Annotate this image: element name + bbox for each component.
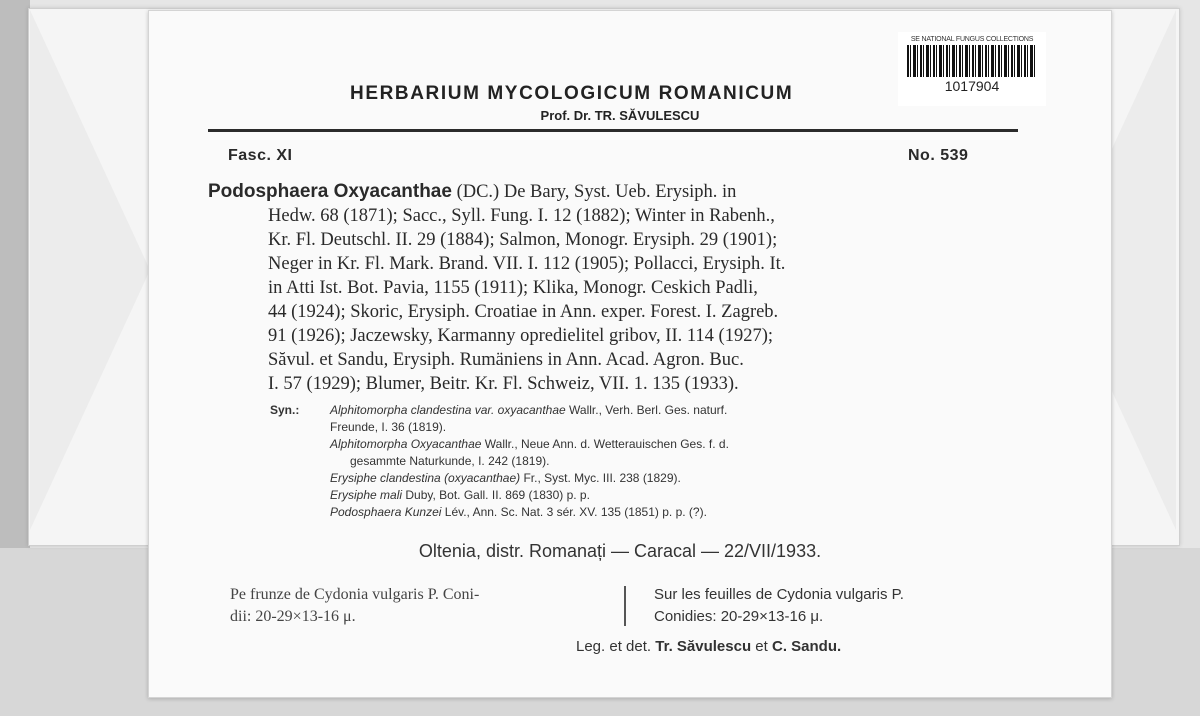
host-description-romanian	[230, 584, 610, 628]
synonym-cont: Freunde, I. 36 (1819).	[330, 420, 447, 434]
synonym-entry	[270, 436, 1040, 453]
host-ro-line: Pe frunze de Cydonia vulgaris P. Coni-	[230, 586, 480, 603]
citation-line: in Atti Ist. Bot. Pavia, 1155 (1911); Klika, Monogr. Ceskich Padli,	[268, 278, 758, 298]
citation-line: Săvul. et Sandu, Erysiph. Rumäniens in Ann. Acad. Agron. Buc.	[268, 350, 744, 370]
header-rule	[208, 129, 1018, 132]
citation-line: Hedw. 68 (1871); Sacc., Syll. Fung. I. 12 (1882); Winter in Rabenh.,	[268, 206, 775, 226]
host-fr-line: Conidies: 20-29×13-16 μ.	[654, 608, 824, 625]
host-description-french	[654, 584, 1054, 628]
barcode-caption: SE NATIONAL FUNGUS COLLECTIONS	[910, 36, 1034, 43]
citation-line: 91 (1926); Jaczewsky, Karmanny opredielitel gribov, II. 114 (1927);	[268, 326, 774, 346]
synonym-name: Erysiphe mali	[330, 488, 403, 502]
citation-line: Kr. Fl. Deutschl. II. 29 (1884); Salmon, Monogr. Erysiph. 29 (1901);	[268, 230, 778, 250]
synonym-entry	[270, 402, 1040, 419]
synonym-name: Alphitomorpha clandestina var. oxyacanthae	[330, 403, 566, 417]
envelope-flap-left	[30, 10, 150, 530]
fascicle-number: Fasc. XI	[228, 147, 293, 164]
collection-locality: Oltenia, distr. Romanați — Caracal — 22/VII/1933.	[418, 541, 822, 561]
legit-prefix: Leg. et det.	[576, 638, 652, 655]
legit-conj: et	[755, 638, 768, 655]
synonym-ref: Wallr., Verh. Berl. Ges. naturf.	[569, 403, 728, 417]
collector-name: C. Sandu.	[771, 638, 842, 655]
host-fr-line: Sur les feuilles de Cydonia vulgaris P.	[654, 586, 904, 603]
host-ro-line: dii: 20-29×13-16 μ.	[230, 608, 356, 625]
synonyms-block	[270, 402, 1040, 521]
synonym-name: Alphitomorpha Oxyacanthae	[330, 437, 482, 451]
citation-line-first	[208, 180, 1023, 204]
synonyms-label: Syn.:	[270, 403, 300, 417]
synonym-cont: gesammte Naturkunde, I. 242 (1819).	[350, 454, 550, 468]
herbarium-subtitle: Prof. Dr. TR. SĂVULESCU	[540, 108, 700, 123]
synonym-name: Erysiphe clandestina (oxyacanthae)	[330, 471, 521, 485]
herbarium-title: HERBARIUM MYCOLOGICUM ROMANICUM	[350, 83, 794, 104]
species-name: Podosphaera Oxyacanthae	[208, 181, 452, 202]
citation-text: (DC.) De Bary, Syst. Ueb. Erysiph. in	[456, 182, 737, 202]
specimen-number: No. 539	[908, 147, 969, 164]
synonym-ref: Wallr., Neue Ann. d. Wetterauischen Ges. f. d.	[484, 437, 729, 451]
collector-name: Tr. Săvulescu	[655, 638, 752, 655]
citation-line: 44 (1924); Skoric, Erysiph. Croatiae in Ann. exper. Forest. I. Zagreb.	[268, 302, 779, 322]
collector-line	[576, 638, 841, 655]
barcode-sticker	[898, 32, 1046, 106]
barcode-number: 1017904	[944, 78, 1000, 94]
column-divider	[624, 586, 626, 626]
synonym-name: Podosphaera Kunzei	[330, 505, 442, 519]
citation-line: I. 57 (1929); Blumer, Beitr. Kr. Fl. Schweiz, VII. 1. 135 (1933).	[268, 374, 739, 394]
synonym-ref: Duby, Bot. Gall. II. 869 (1830) p. p.	[405, 488, 590, 502]
taxon-citation	[208, 180, 1023, 396]
synonym-entry	[270, 487, 1040, 504]
synonym-ref: Lév., Ann. Sc. Nat. 3 sér. XV. 135 (1851) p. p. (?).	[444, 505, 707, 519]
synonym-entry	[270, 504, 1040, 521]
synonym-entry	[270, 470, 1040, 487]
synonym-ref: Fr., Syst. Myc. III. 238 (1829).	[523, 471, 681, 485]
citation-line: Neger in Kr. Fl. Mark. Brand. VII. I. 112 (1905); Pollacci, Erysiph. It.	[268, 254, 786, 274]
barcode-bars-icon	[907, 45, 1037, 77]
